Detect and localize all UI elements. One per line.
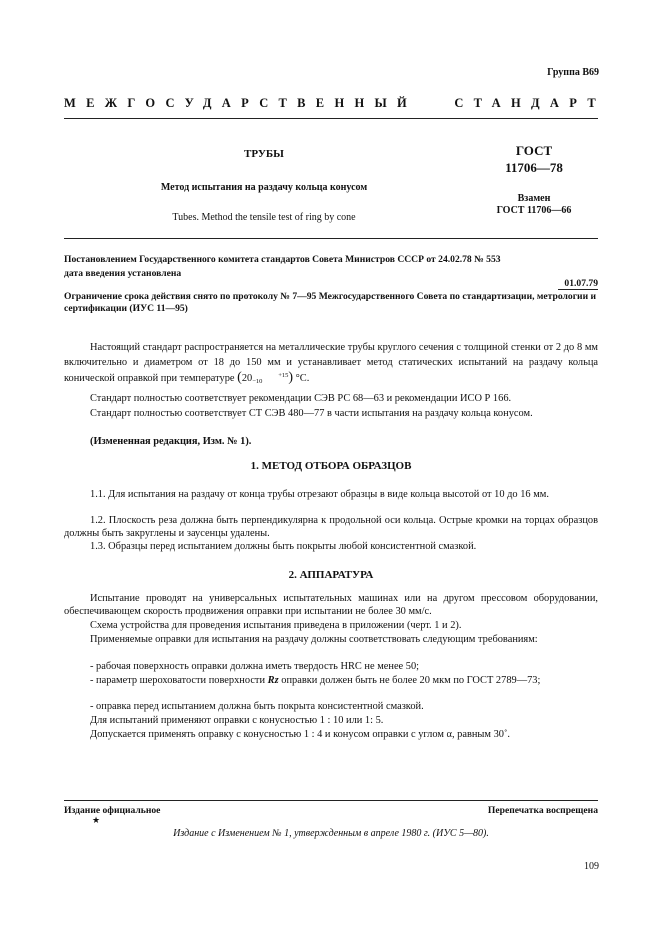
page-number: 109: [584, 861, 599, 872]
replace-value: ГОСТ 11706—66: [496, 205, 572, 216]
gost-number: 11706—78: [505, 160, 563, 175]
limit-text: Ограничение срока действия снято по протоколу № 7—95 Межгосударственного Совета по стандартизации, метрологии и сертификации (ИУС 11—95): [64, 291, 597, 314]
date-label: дата введения установлена: [64, 268, 182, 279]
section-2-heading: 2. АППАРАТУРА: [288, 569, 374, 581]
gost-label: ГОСТ: [515, 143, 553, 158]
intro-paragraph-3: Стандарт полностью соответствует СТ СЭВ 480—77 в части испытания на раздачу кольца конусом.: [90, 408, 533, 419]
official-edition-label: Издание официальное: [64, 805, 161, 816]
reprint-prohibited-label: Перепечатка воспрещена: [487, 805, 598, 816]
intro-paragraph-2: Стандарт полностью соответствует рекомендации СЭВ РС 68—63 и рекомендации ИСО Р 166.: [90, 393, 512, 404]
requirement-lubricant: - оправка перед испытанием должна быть покрыта консистентной смазкой.: [90, 701, 424, 712]
banner-word-interstate: МЕЖГОСУДАРСТВЕННЫЙ: [64, 96, 418, 110]
intro-paragraph-1: Настоящий стандарт распространяется на металлические трубы круглого сечения с толщиной стенки от 2 до 8 мм включительно и диаметром от 18 до 150 мм и устанавливает метод статических испытаний на раздачу кольца конической оправкой при температуре (20 +15 −10 ) °С.: [64, 342, 598, 385]
section-2-paragraph-5: Допускается применять оправку с конусностью 1 : 4 и конусом оправки с углом α, равным 30˚.: [90, 729, 511, 740]
banner-word-standard: СТАНДАРТ: [454, 96, 606, 110]
document-title: ТРУБЫ: [244, 148, 284, 160]
edition-note: Издание с Изменением № 1, утвержденным в апреле 1980 г. (ИУС 5—80).: [173, 828, 489, 839]
document-title-english: Tubes. Method the tensile test of ring by cone: [172, 212, 356, 223]
section-2-paragraph-3: Применяемые оправки для испытания на раздачу должны соответствовать следующим требованиям:: [90, 634, 538, 645]
section-1-item-1: 1.1. Для испытания на раздачу от конца трубы отрезают образцы в виде кольца высотой от 10 до 16 мм.: [90, 489, 549, 500]
amendment-note: (Измененная редакция, Изм. № 1).: [90, 436, 252, 447]
decree-text: Постановлением Государственного комитета стандартов Совета Министров СССР от 24.02.78 № 553: [64, 254, 501, 265]
section-2-paragraph-4: Для испытаний применяют оправки с конусностью 1 : 10 или 1: 5.: [90, 715, 384, 726]
section-1-item-2: 1.2. Плоскость реза должна быть перпендикулярна к продольной оси кольца. Острые кромки на торцах образцов должны быть закруглены и заусенцы удалены.: [64, 515, 598, 539]
footer-rule: [64, 800, 598, 801]
requirement-hardness: - рабочая поверхность оправки должна иметь твердость HRC не менее 50;: [90, 661, 420, 672]
section-2-paragraph-2: Схема устройства для проведения испытания приведена в приложении (черт. 1 и 2).: [90, 620, 462, 631]
section-1-item-3: 1.3. Образцы перед испытанием должны быть покрыты любой консистентной смазкой.: [90, 541, 477, 552]
section-1-heading: 1. МЕТОД ОТБОРА ОБРАЗЦОВ: [250, 460, 412, 472]
requirement-roughness: - параметр шероховатости поверхности Rz оправки должен быть не более 20 мкм по ГОСТ 2789—73;: [90, 675, 541, 686]
section-2-paragraph-1: Испытание проводят на универсальных испытательных машинах или на другом прессовом оборудовании, обеспечивающем скорость продвижения оправки при испытании не более 30 мм/с.: [64, 593, 598, 617]
group-code: Группа В69: [547, 67, 599, 78]
date-rule: [558, 289, 598, 290]
star-icon: ★: [92, 815, 101, 825]
date-value: 01.07.79: [564, 278, 598, 289]
header-rule: [64, 238, 598, 239]
replace-label: Взамен: [517, 193, 551, 204]
banner-rule: [64, 118, 598, 119]
document-subtitle: Метод испытания на раздачу кольца конусом: [160, 182, 368, 193]
